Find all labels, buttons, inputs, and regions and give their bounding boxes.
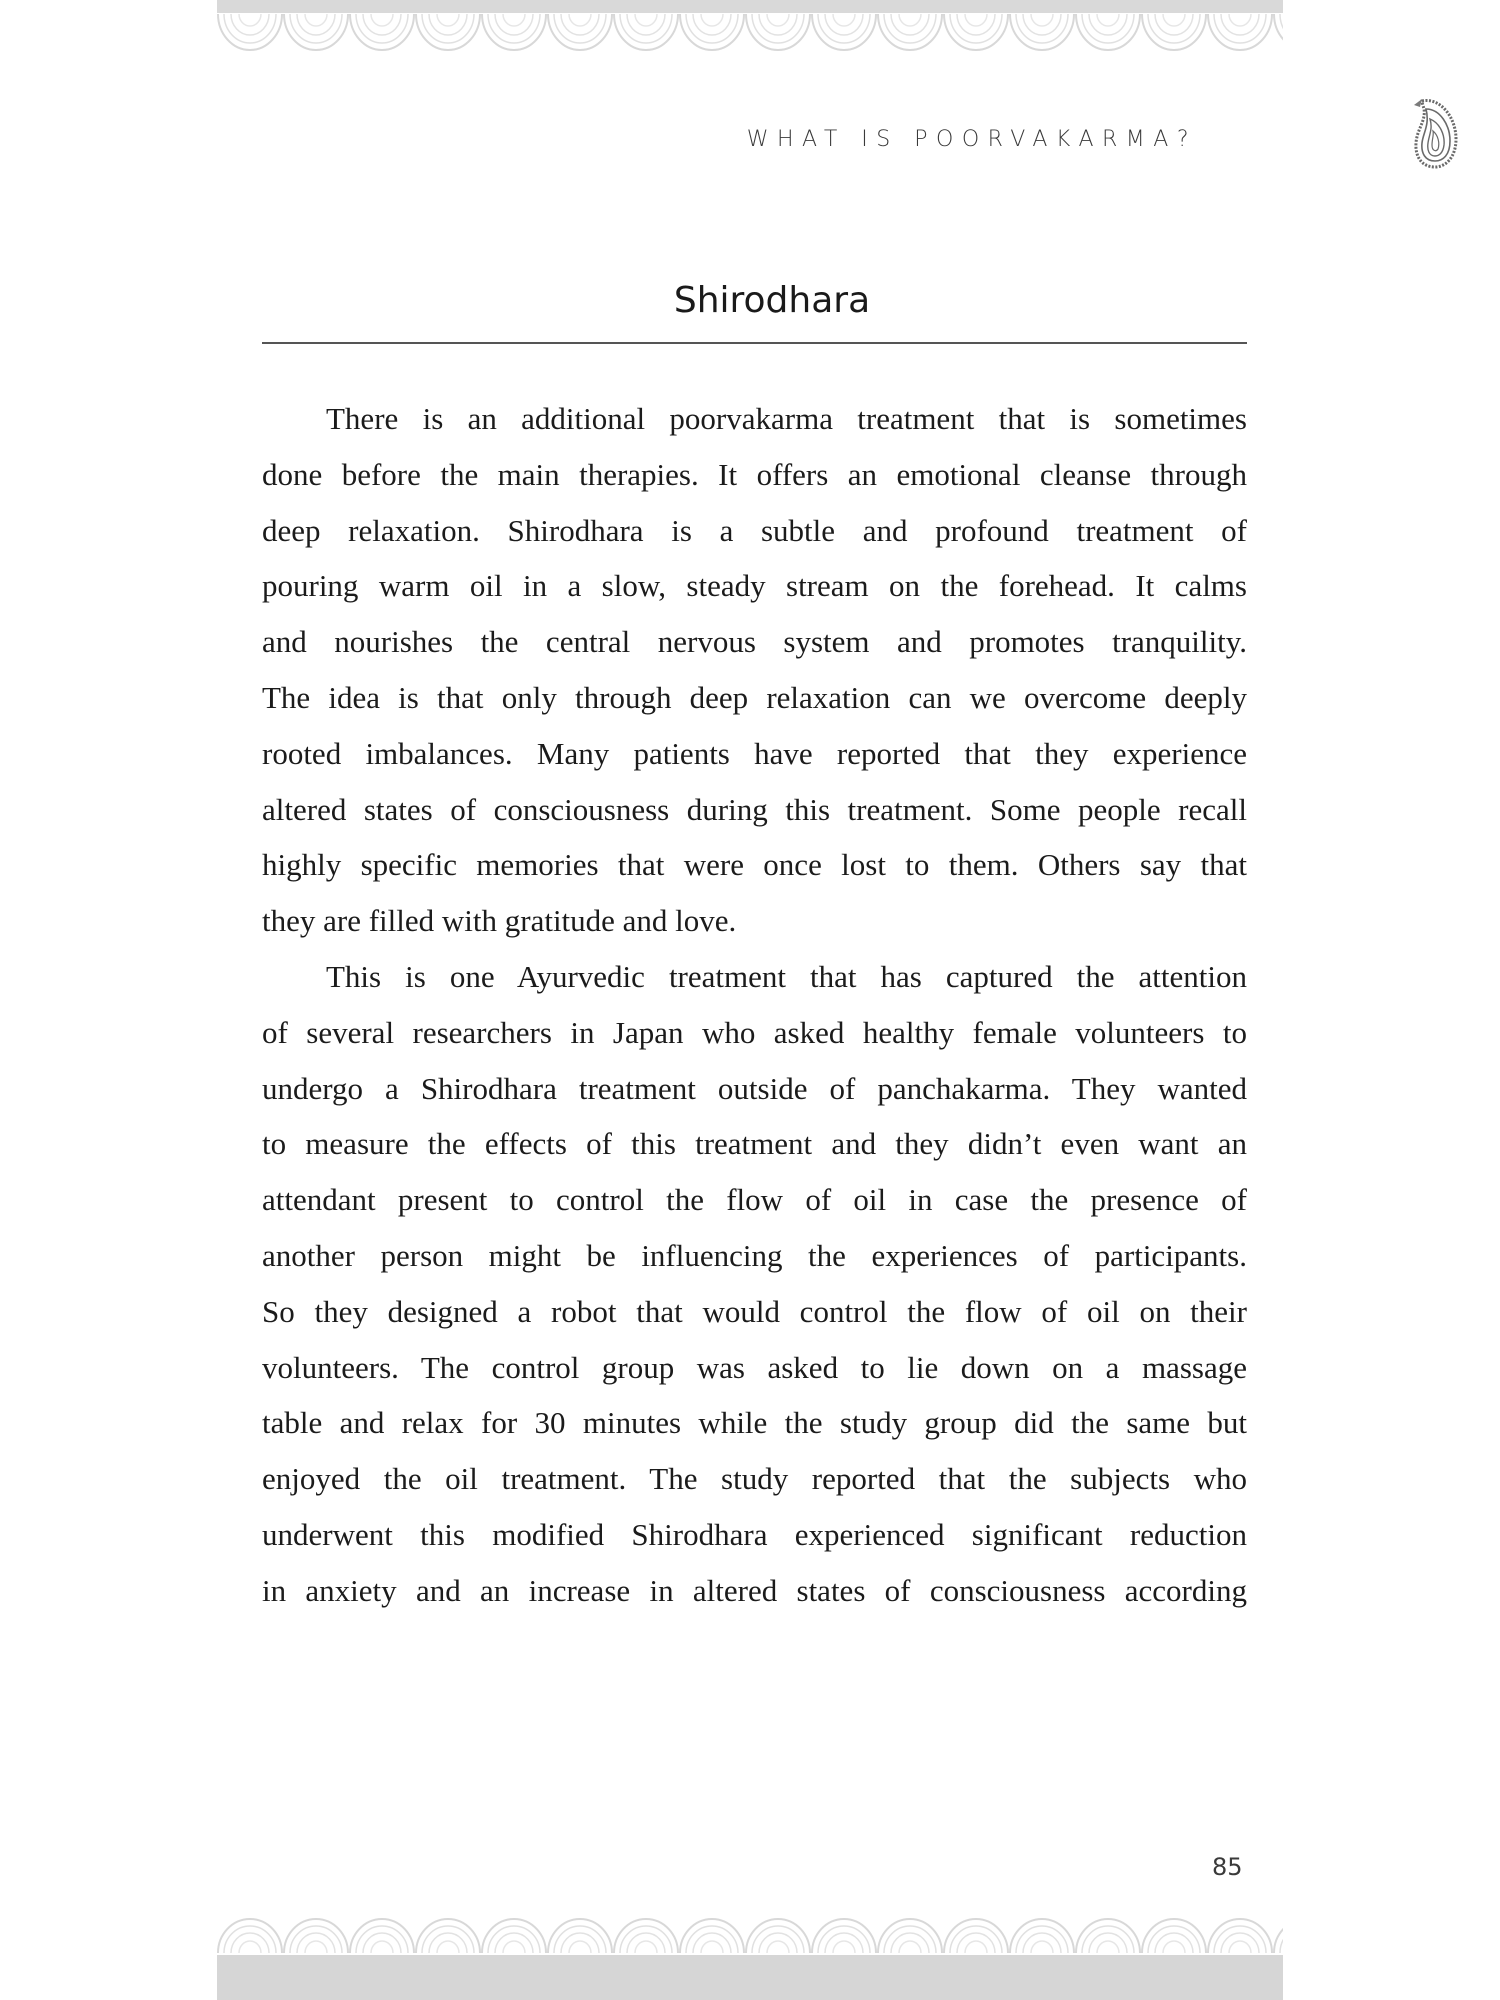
text-line: highly specific memories that were once lost to them. Others say that <box>262 847 1247 883</box>
paragraph-2 <box>262 949 1247 1619</box>
text-line: of several researchers in Japan who asked healthy female volunteers to <box>262 1014 1247 1050</box>
top-border-band <box>217 0 1283 13</box>
text-line: This is one Ayurvedic treatment that has captured the attention <box>326 958 1247 994</box>
text-line: So they designed a robot that would control the flow of oil on their <box>262 1293 1247 1329</box>
paragraph-1 <box>262 391 1247 949</box>
text-line: deep relaxation. Shirodhara is a subtle and profound treatment of <box>262 512 1247 548</box>
book-page <box>217 0 1283 2000</box>
text-line: they are filled with gratitude and love. <box>262 903 737 939</box>
text-line: rooted imbalances. Many patients have reported that they experience <box>262 735 1247 771</box>
text-line: attendant present to control the flow of oil in case the presence of <box>262 1182 1247 1218</box>
text-line: volunteers. The control group was asked to lie down on a massage <box>262 1349 1247 1385</box>
bottom-border-band <box>217 1955 1283 2000</box>
text-line: in anxiety and an increase in altered states of consciousness according <box>262 1572 1247 1608</box>
text-line: There is an additional poorvakarma treatment that is sometimes <box>326 401 1247 436</box>
text-line: altered states of consciousness during this treatment. Some people recall <box>262 791 1247 827</box>
section-title: Shirodhara <box>673 280 871 321</box>
text-line: enjoyed the oil treatment. The study reported that the subjects who <box>262 1461 1247 1497</box>
text-line: to measure the effects of this treatment and they didn’t even want an <box>262 1126 1247 1162</box>
text-line: pouring warm oil in a slow, steady stream on the forehead. It calms <box>262 568 1247 604</box>
text-line: another person might be influencing the experiences of participants. <box>262 1237 1247 1273</box>
text-line: table and relax for 30 minutes while the study group did the same but <box>262 1405 1247 1441</box>
running-header: WHAT IS POORVAKARMA? <box>746 127 1197 152</box>
text-line: undergo a Shirodhara treatment outside of panchakarma. They wanted <box>262 1070 1247 1106</box>
top-scallop-border-icon <box>217 14 1283 54</box>
text-line: and nourishes the central nervous system and promotes tranquility. <box>262 624 1247 660</box>
text-line: The idea is that only through deep relaxation can we overcome deeply <box>262 679 1247 715</box>
text-line: done before the main therapies. It offers an emotional cleanse through <box>262 456 1247 492</box>
title-rule <box>262 342 1247 344</box>
body-text <box>262 391 1247 1619</box>
text-line: underwent this modified Shirodhara experienced significant reduction <box>262 1516 1247 1552</box>
bottom-scallop-border-icon <box>217 1915 1283 1953</box>
page-number: 85 <box>1212 1853 1243 1881</box>
paisley-icon <box>1410 95 1460 171</box>
